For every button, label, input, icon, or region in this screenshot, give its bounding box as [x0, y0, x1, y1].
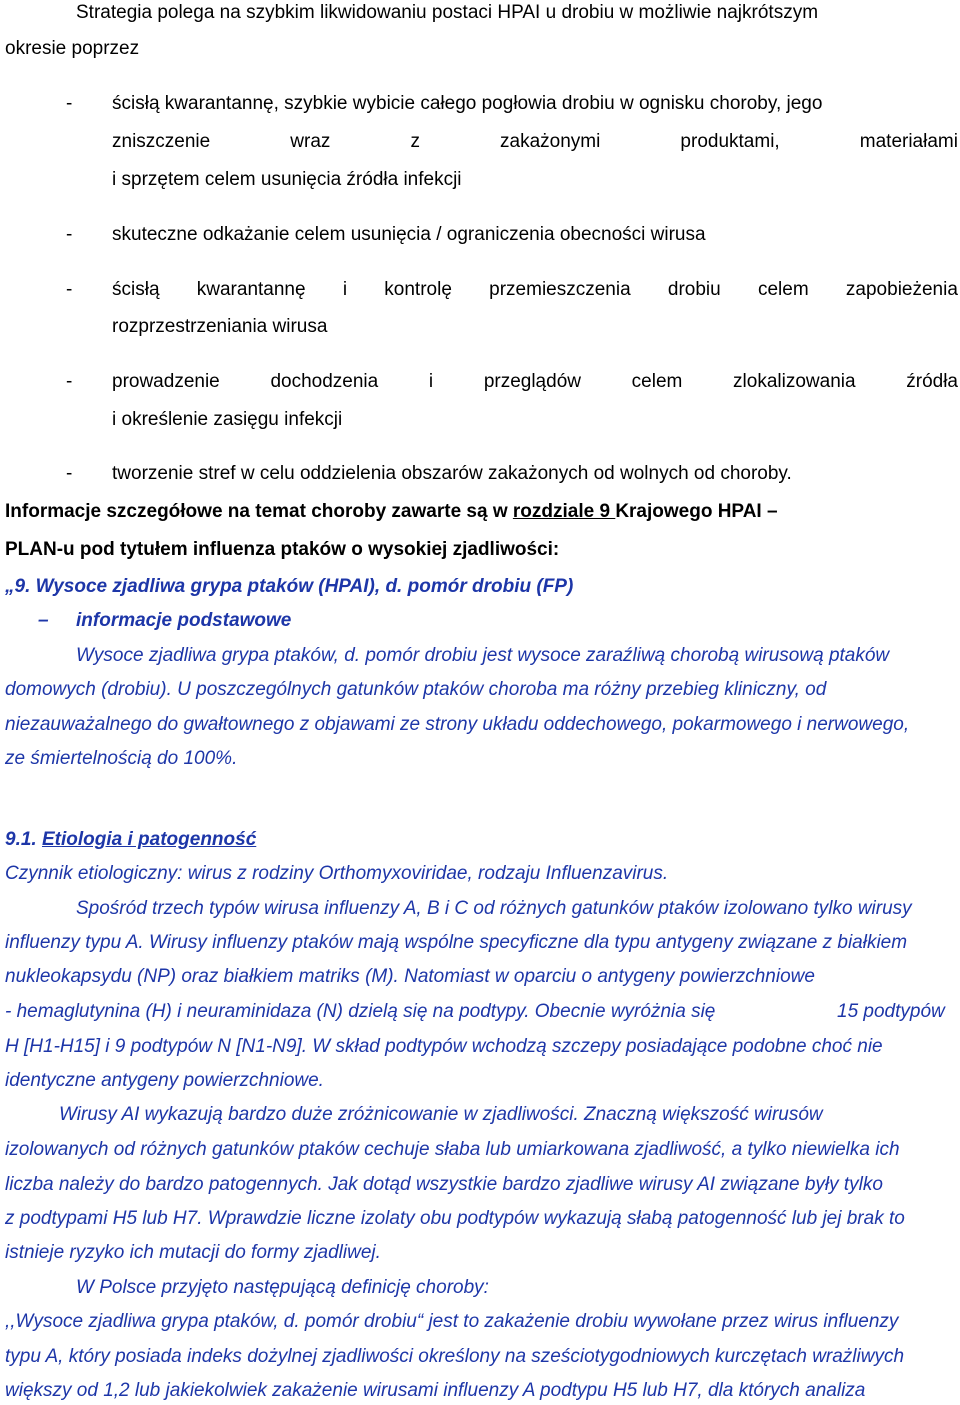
- etiology-line: izolowanych od różnych gatunków ptaków cechuje słaba lub umiarkowana zjadliwość, a tylko niewielka ich: [5, 1139, 900, 1160]
- etiology-line: Spośród trzech typów wirusa influenzy A, B i C od różnych gatunków ptaków izolowano tylko wirusy: [76, 898, 912, 919]
- bullet-5-line-1: tworzenie stref w celu oddzielenia obszarów zakażonych od wolnych od choroby.: [112, 463, 792, 484]
- etiology-line: Wirusy AI wykazują bardzo duże zróżnicowanie w zjadliwości. Znaczną większość wirusów: [59, 1104, 823, 1125]
- bullet-1-line-3: i sprzętem celem usunięcia źródła infekcji: [112, 169, 462, 190]
- chapter-p1-line-2: domowych (drobiu). U poszczególnych gatunków ptaków choroba ma różny przebieg kliniczny, od: [5, 679, 827, 700]
- intro-line-2: okresie poprzez: [5, 38, 140, 59]
- etiology-line: Czynnik etiologiczny: wirus z rodziny Orthomyxoviridae, rodzaju Influenzavirus.: [5, 863, 669, 884]
- section-number: 9.1.: [5, 829, 37, 850]
- bullet-3-line-1: ścisłą kwarantannę i kontrolę przemieszczenia drobiu celem zapobieżenia: [112, 279, 958, 300]
- etiology-line: z podtypami H5 lub H7. Wprawdzie liczne izolaty obu podtypów wykazują słabą patogenność lub jej brak to: [5, 1208, 905, 1229]
- etiology-line: typu A, który posiada indeks dożylnej zjadliwości określony na sześciotygodniowych kurczętach wrażliwych: [5, 1346, 905, 1367]
- bullet-dash: -: [66, 224, 73, 245]
- bullet-4-line-1: prowadzenie dochodzenia i przeglądów celem zlokalizowania źródła: [112, 371, 958, 392]
- bullet-dash: -: [66, 93, 73, 114]
- chapter-heading: „9. Wysoce zjadliwa grypa ptaków (HPAI), d. pomór drobiu (FP): [5, 576, 574, 597]
- chapter-p1-line-4: ze śmiertelnością do 100%.: [5, 748, 238, 769]
- bullet-dash: -: [66, 371, 73, 392]
- bullet-dash: -: [66, 463, 73, 484]
- etiology-line: W Polsce przyjęto następującą definicję choroby:: [76, 1277, 489, 1298]
- etiology-line: 15 podtypów: [837, 1001, 945, 1022]
- etiology-line: większy od 1,2 lub jakiekolwiek zakażenie wirusami influenzy A podtypu H5 lub H7, dla których analiza: [5, 1380, 866, 1401]
- intro-line-1: Strategia polega na szybkim likwidowaniu postaci HPAI u drobiu w możliwie najkrótszym: [76, 2, 819, 23]
- info-line-2: PLAN-u pod tytułem influenza ptaków o wysokiej zjadliwości:: [5, 539, 560, 560]
- etiology-line: H [H1-H15] i 9 podtypów N [N1-N9]. W skład podtypów wchodzą szczepy posiadające podobne choć nie: [5, 1036, 883, 1057]
- etiology-line: ,,Wysoce zjadliwa grypa ptaków, d. pomór drobiu“ jest to zakażenie drobiu wywołane przez wirus influenzy: [5, 1311, 899, 1332]
- bullet-3-line-2: rozprzestrzeniania wirusa: [112, 316, 328, 337]
- bullet-1-line-2: zniszczenie wraz z zakażonymi produktami, materiałami: [112, 131, 958, 152]
- chapter-subheading-dash: –: [38, 610, 49, 631]
- bullet-dash: -: [66, 279, 73, 300]
- chapter-subheading: informacje podstawowe: [76, 610, 292, 631]
- etiology-line: liczba należy do bardzo patogennych. Jak dotąd wszystkie bardzo zjadliwe wirusy AI związane były tylko: [5, 1174, 883, 1195]
- section-9-1-heading: [5, 829, 256, 851]
- chapter-p1-line-3: niezauważalnego do gwałtownego z objawami ze strony układu oddechowego, pokarmowego i nerwowego,: [5, 714, 910, 735]
- etiology-line: identyczne antygeny powierzchniowe.: [5, 1070, 324, 1091]
- etiology-line: influenzy typu A. Wirusy influenzy ptaków mają wspólne specyficzne dla typu antygeny związane z białkiem: [5, 932, 908, 953]
- chapter-p1-line-1: Wysoce zjadliwa grypa ptaków, d. pomór drobiu jest wysoce zaraźliwą chorobą wirusową ptaków: [76, 645, 890, 666]
- chapter-reference-link[interactable]: rozdziale 9: [512, 501, 616, 522]
- section-title: Etiologia i patogenność: [41, 829, 257, 850]
- bullet-4-line-2: i określenie zasięgu infekcji: [112, 409, 343, 430]
- info-line-1: Informacje szczegółowe na temat choroby zawarte są w rozdziale 9 Krajowego HPAI –: [5, 501, 778, 522]
- bullet-1-line-1: ścisłą kwarantannę, szybkie wybicie całego pogłowia drobiu w ognisku choroby, jego: [112, 93, 823, 114]
- etiology-line: - hemaglutynina (H) i neuraminidaza (N) dzielą się na podtypy. Obecnie wyróżnia się: [5, 1001, 716, 1022]
- etiology-line: nukleokapsydu (NP) oraz białkiem matriks (M). Natomiast w oparciu o antygeny powierzchniowe: [5, 966, 815, 987]
- bullet-2-line-1: skuteczne odkażanie celem usunięcia / ograniczenia obecności wirusa: [112, 224, 706, 245]
- etiology-line: istnieje ryzyko ich mutacji do formy zjadliwej.: [5, 1242, 381, 1263]
